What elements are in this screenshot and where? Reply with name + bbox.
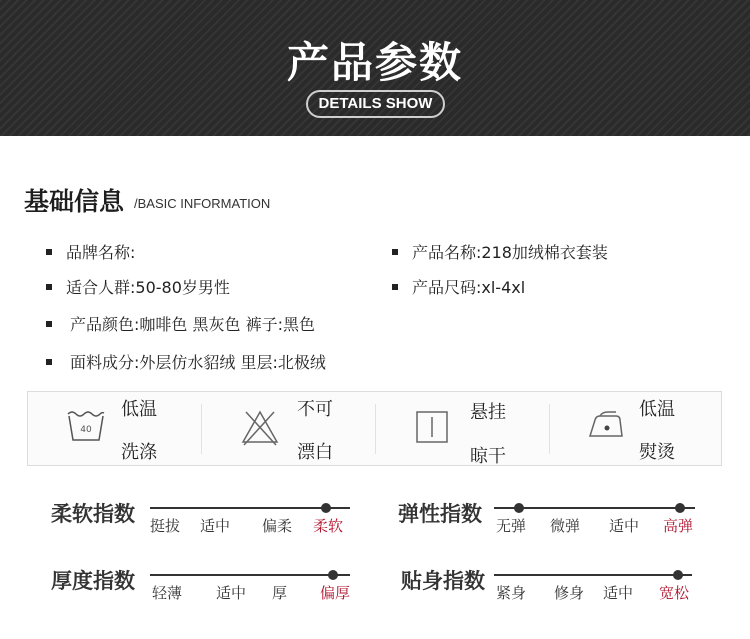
fit-index-marker: [673, 570, 683, 580]
info-audience: [46, 275, 230, 298]
softness-index-marker: [321, 503, 331, 513]
info-color-text: 产品颜色:咖啡色 黑灰色 裤子:黑色: [70, 315, 315, 334]
wash-temp-text: 40: [80, 425, 92, 435]
fit-option: 紧身: [496, 584, 527, 602]
care-item-bleach: [202, 392, 375, 465]
softness-option: 挺拔: [150, 517, 181, 535]
thickness-option-selected: 偏厚: [320, 584, 351, 602]
elasticity-option: 无弹: [496, 517, 527, 535]
thickness-index-track: [150, 574, 350, 576]
softness-option: 适中: [200, 517, 231, 535]
softness-option-selected: 柔软: [313, 517, 344, 535]
thickness-index-label: 厚度指数: [51, 569, 135, 593]
bullet-icon: [46, 249, 52, 255]
bullet-icon: [46, 284, 52, 290]
fit-option: 适中: [603, 584, 634, 602]
hang-dry-icon: [414, 409, 450, 445]
thickness-option: 适中: [216, 584, 247, 602]
elasticity-index-track: [494, 507, 695, 509]
section-title: 基础信息: [24, 187, 125, 216]
care-dry-line2: 晾干: [470, 446, 506, 467]
info-brand-text: 品牌名称:: [66, 243, 136, 262]
care-wash-line1: 低温: [121, 399, 157, 420]
elasticity-option: 微弹: [550, 517, 581, 535]
care-iron-line1: 低温: [639, 399, 675, 420]
fit-index-track: [494, 574, 692, 576]
fit-index-label: 贴身指数: [401, 569, 485, 593]
care-bleach-line2: 漂白: [297, 442, 333, 463]
info-brand: [46, 240, 135, 263]
bullet-icon: [392, 284, 398, 290]
care-item-wash: [28, 392, 201, 465]
elasticity-index-start-marker: [514, 503, 524, 513]
banner-subtitle-badge: DETAILS SHOW: [306, 90, 445, 118]
info-product-name-text: 产品名称:218加绒棉衣套装: [412, 243, 608, 262]
info-fabric: [46, 350, 326, 373]
softness-option: 偏柔: [262, 517, 293, 535]
fit-option: 修身: [554, 584, 585, 602]
bullet-icon: [392, 249, 398, 255]
care-wash-line2: 洗涤: [121, 442, 157, 463]
thickness-option: 厚: [272, 584, 288, 602]
fit-option-selected: 宽松: [659, 584, 690, 602]
care-instructions-box: [27, 391, 722, 466]
elasticity-option-selected: 高弹: [663, 517, 694, 535]
bullet-icon: [46, 321, 52, 327]
low-iron-icon: [586, 410, 626, 440]
info-size: [392, 275, 525, 298]
header-banner: [0, 0, 750, 136]
info-color: [46, 312, 315, 335]
wash-40-icon: [66, 408, 106, 444]
banner-title: 产品参数: [286, 38, 463, 87]
section-subtitle: /BASIC INFORMATION: [134, 196, 271, 211]
thickness-index-marker: [328, 570, 338, 580]
care-iron-line2: 熨烫: [639, 442, 675, 463]
elasticity-index-marker: [675, 503, 685, 513]
elasticity-option: 适中: [609, 517, 640, 535]
softness-index-track: [150, 507, 350, 509]
info-product-name: [392, 240, 608, 263]
softness-index-label: 柔软指数: [51, 502, 135, 526]
care-item-dry: [376, 392, 549, 465]
care-dry-line1: 悬挂: [470, 402, 506, 423]
care-bleach-line1: 不可: [297, 399, 333, 420]
info-audience-text: 适合人群:50-80岁男性: [66, 278, 230, 297]
elasticity-index-label: 弹性指数: [398, 502, 482, 526]
bullet-icon: [46, 359, 52, 365]
info-fabric-text: 面料成分:外层仿水貂绒 里层:北极绒: [70, 353, 326, 372]
info-size-text: 产品尺码:xl-4xl: [412, 278, 526, 297]
care-item-iron: [550, 392, 722, 465]
thickness-option: 轻薄: [152, 584, 183, 602]
no-bleach-icon: [240, 408, 280, 446]
